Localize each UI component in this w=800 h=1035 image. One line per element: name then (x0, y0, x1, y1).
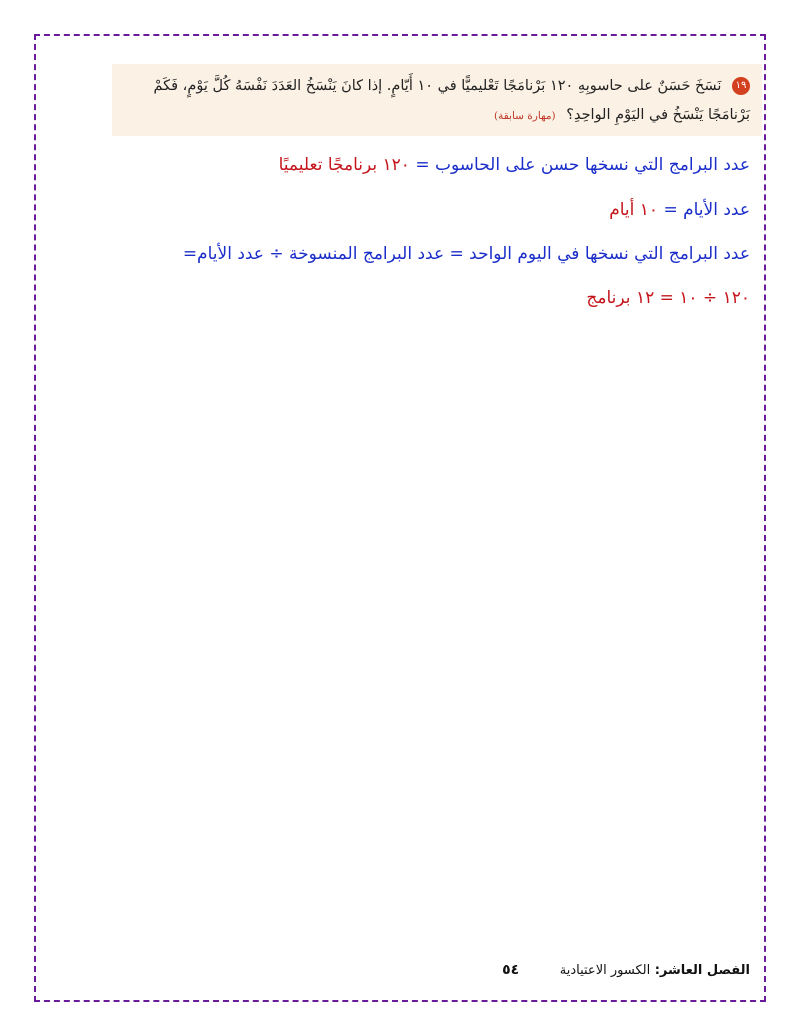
days-value: ١٠ أيام (609, 200, 659, 220)
solution-line-formula: عدد البرامج التي نسخها في اليوم الواحد = عدد البرامج المنسوخة ÷ عدد الأيام= (182, 244, 750, 264)
page-border-frame (34, 34, 766, 1002)
problem-text: نَسَخَ حَسَنٌ على حاسوبِهِ ١٢٠ بَرْنامَجًا تَعْليميًّا في ١٠ أَيّامٍ. إذا كانَ يَنْسَخُ العَدَدَ نَفْسَهُ كُلَّ يَوْمٍ، فَكَمْ بَرْنامَجًا يَنْسَخُ في اليَوْمِ الواحِدِ؟ (153, 78, 750, 123)
footer-chapter-title: الكسور الاعتيادية (559, 963, 651, 978)
page-footer (502, 962, 750, 978)
solution-line-days (609, 200, 750, 220)
problem-statement-box (112, 64, 762, 136)
days-label: عدد الأيام = (658, 200, 750, 220)
programs-total-value: ١٢٠ برنامجًا تعليميًا (278, 155, 410, 175)
page-number: ٥٤ (502, 962, 520, 978)
solution-line-programs-total (279, 155, 750, 175)
problem-number-badge: ١٩ (732, 77, 750, 95)
programs-total-label: عدد البرامج التي نسخها حسن على الحاسوب = (409, 155, 750, 175)
skill-tag: (مهارة سابقة) (494, 110, 556, 122)
solution-line-result: ١٢٠ ÷ ١٠ = ١٢ برنامج (586, 288, 750, 308)
footer-chapter-label: الفصل العاشر: (654, 963, 750, 978)
